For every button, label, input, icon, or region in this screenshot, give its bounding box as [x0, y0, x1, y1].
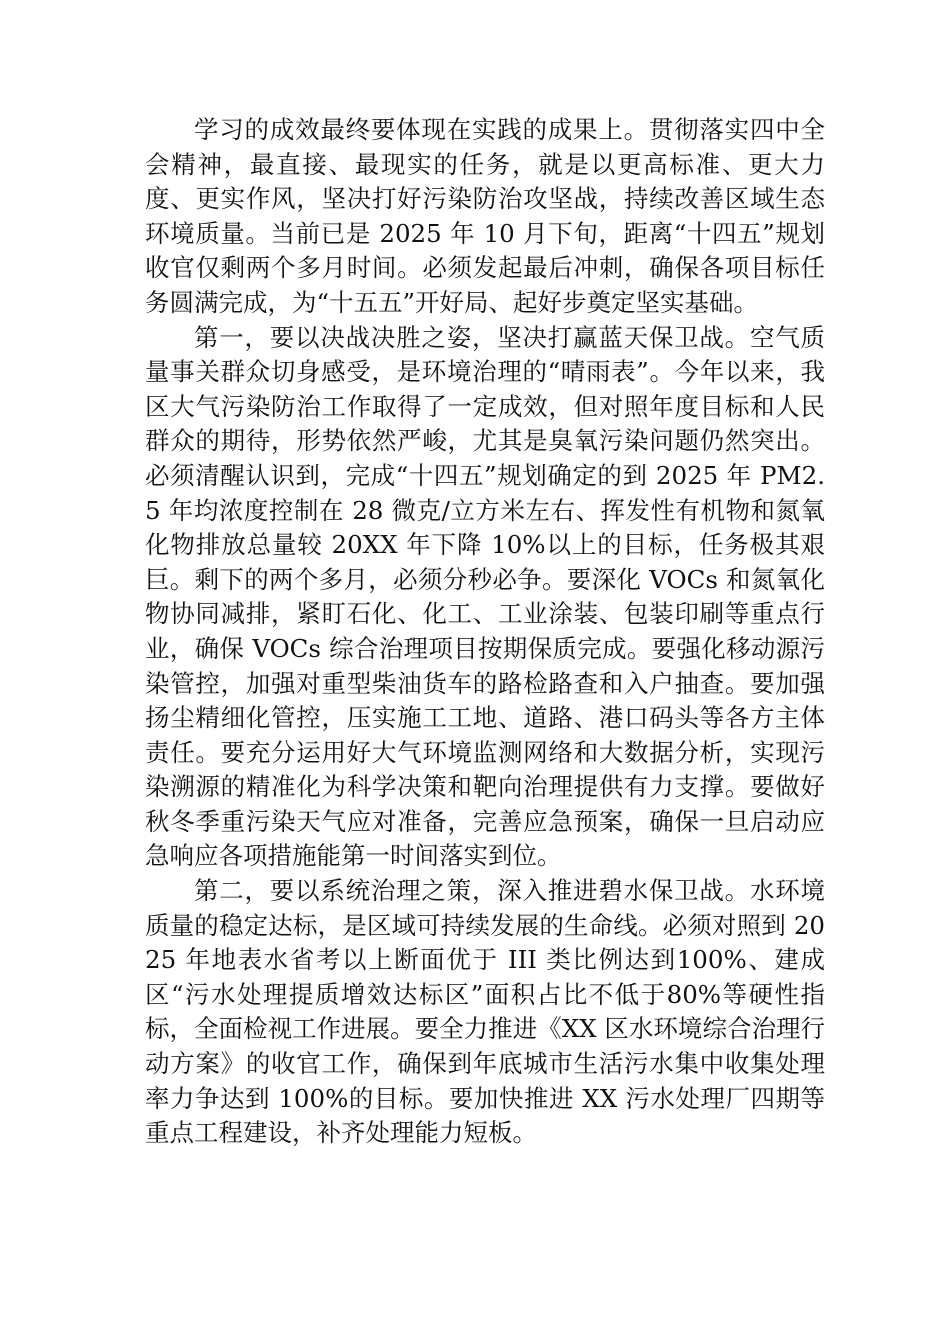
paragraph-intro: 学习的成效最终要体现在实践的成果上。贯彻落实四中全会精神，最直接、最现实的任务，就是以更高标准、更大力度、更实作风，坚决打好污染防治攻坚战，持续改善区域生态环境质量。当前已是 2025 年 10 月下旬，距离“十四五”规划收官仅剩两个多月时间。必须发起最后冲刺，确保各项目标任务圆满完成，为“十五五”开好局、起好步奠定坚实基础。 [145, 115, 825, 317]
document-body [145, 113, 825, 1151]
paragraph-clear-water: 第二，要以系统治理之策，深入推进碧水保卫战。水环境质量的稳定达标，是区域可持续发展的生命线。必须对照到 2025 年地表水省考以上断面优于 III 类比例达到100%、建成区“污水处理提质增效达标区”面积占比不低于80%等硬性指标，全面检视工作进展。要全力推进《XX 区水环境综合治理行动方案》的收官工作，确保到年底城市生活污水集中收集处理率力争达到 100%的目标。要加快推进 XX 污水处理厂四期等重点工程建设，补齐处理能力短板。 [145, 876, 825, 1148]
paragraph-blue-sky: 第一，要以决战决胜之姿，坚决打赢蓝天保卫战。空气质量事关群众切身感受，是环境治理的“晴雨表”。今年以来，我区大气污染防治工作取得了一定成效，但对照年度目标和人民群众的期待，形势依然严峻，尤其是臭氧污染问题仍然突出。必须清醒认识到，完成“十四五”规划确定的到 2025 年 PM2.5 年均浓度控制在 28 微克/立方米左右、挥发性有机物和氮氧化物排放总量较 20XX 年下降 10%以上的目标，任务极其艰巨。剩下的两个多月，必须分秒必争。要深化 VOCs 和氮氧化物协同减排，紧盯石化、化工、工业涂装、包装印刷等重点行业，确保 VOCs 综合治理项目按期保质完成。要强化移动源污染管控，加强对重型柴油货车的路检路查和入户抽查。要加强扬尘精细化管控，压实施工工地、道路、港口码头等各方主体责任。要充分运用好大气环境监测网络和大数据分析，实现污染溯源的精准化为科学决策和靶向治理提供有力支撑。要做好秋冬季重污染天气应对准备，完善应急预案，确保一旦启动应急响应各项措施能第一时间落实到位。 [145, 322, 825, 871]
